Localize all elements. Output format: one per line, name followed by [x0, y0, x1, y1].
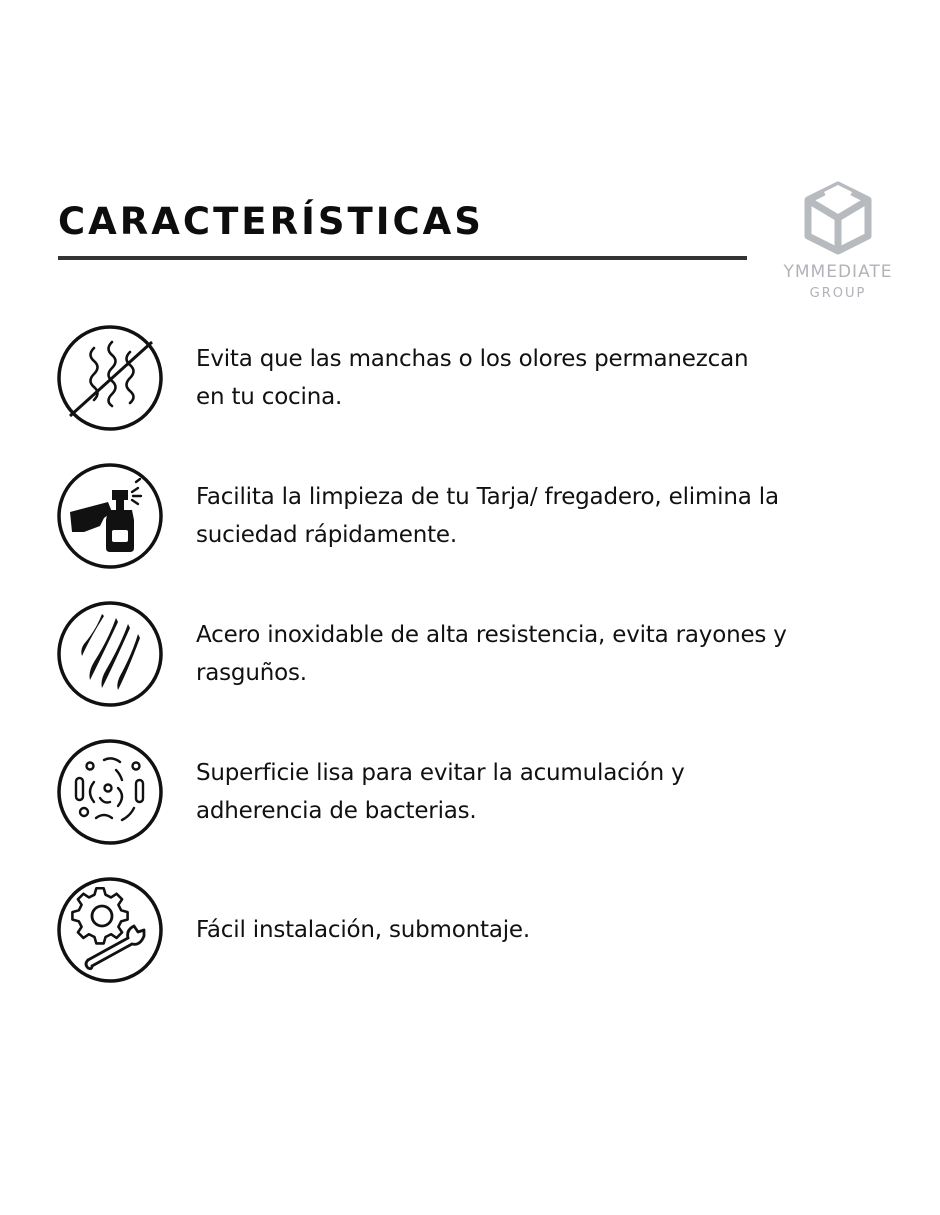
feature-item [56, 462, 856, 570]
feature-line: adherencia de bacterias. [196, 798, 477, 824]
feature-line: Facilita la limpieza de tu Tarja/ fregadero, elimina la [196, 484, 779, 510]
feature-item [56, 876, 856, 984]
feature-item [56, 324, 856, 432]
feature-line: en tu cocina. [196, 384, 343, 410]
logo-sub-text: GROUP [809, 286, 867, 301]
feature-line: rasguños. [196, 660, 307, 686]
feature-text [196, 340, 836, 416]
feature-line: Fácil instalación, submontaje. [196, 917, 530, 943]
page-title: CARACTERÍSTICAS [58, 200, 484, 243]
spray-cleaner-icon [56, 462, 164, 570]
feature-text [196, 616, 836, 692]
feature-line: Superficie lisa para evitar la acumulación y [196, 760, 685, 786]
scratch-icon [56, 600, 164, 708]
title-divider [58, 256, 747, 260]
bacteria-icon [56, 738, 164, 846]
feature-text [196, 911, 836, 949]
brand-logo [770, 180, 906, 310]
feature-line: Evita que las manchas o los olores permanezcan [196, 346, 749, 372]
feature-line: Acero inoxidable de alta resistencia, evita rayones y [196, 622, 787, 648]
cube-logo-icon [802, 180, 874, 256]
feature-text [196, 754, 836, 830]
no-odor-icon [56, 324, 164, 432]
feature-item [56, 738, 856, 846]
feature-text [196, 478, 836, 554]
feature-item [56, 600, 856, 708]
gear-wrench-icon [56, 876, 164, 984]
feature-line: suciedad rápidamente. [196, 522, 457, 548]
logo-brand-text: YMMEDIATE [783, 262, 893, 282]
